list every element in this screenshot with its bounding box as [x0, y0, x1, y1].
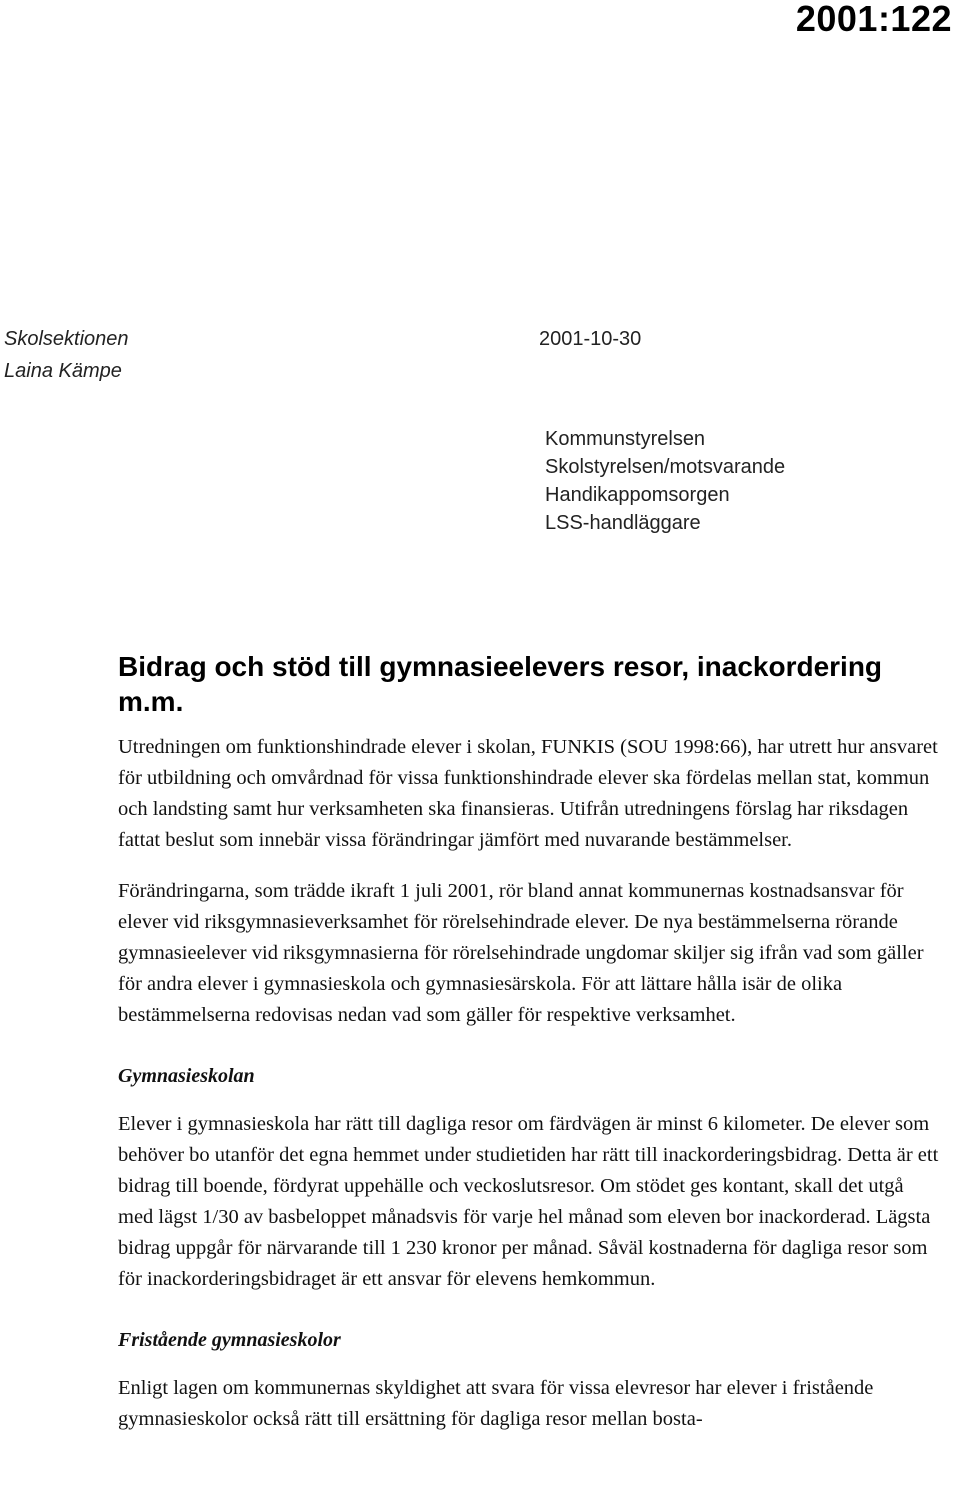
sender-department: Skolsektionen [4, 328, 129, 350]
document-number: 2001:122 [795, 0, 952, 39]
recipient-item: Handikappomsorgen [545, 484, 730, 506]
body-paragraph: Utredningen om funktionshindrade elever i skolan, FUNKIS (SOU 1998:66), har utrett hur ansvaret för utbildning och omvårdnad för vissa funktionshindrade elever ska fördelas mellan stat, kommun och landsting samt hur verksamheten ska finansieras. Utifrån utredningens förslag har riksdagen fattat beslut som innebär vissa förändringar jämfört med nuvarande bestämmelser. [118, 736, 938, 851]
sender-block [4, 323, 129, 387]
section-heading: Gymnasieskolan [118, 1065, 255, 1087]
recipient-item: Skolstyrelsen/motsvarande [545, 456, 786, 478]
sender-name: Laina Kämpe [4, 360, 122, 382]
document-body [118, 732, 940, 1435]
section-heading: Fristående gymnasieskolor [118, 1329, 341, 1351]
body-paragraph: Förändringarna, som trädde ikraft 1 juli 2001, rör bland annat kommunernas kostnadsansvar för elever vid riksgymnasieverksamhet för rörelsehindrade elever. De nya bestämmelserna rörande gymnasieelever vid riksgymnasierna för rörelsehindrade ungdomar skiljer sig ifrån vad som gäller för andra elever i gymnasieskola och gymnasiesärskola. För att lättare hålla isär de olika bestämmelserna redovisas nedan vad som gäller för respektive verksamhet. [118, 880, 924, 1026]
section-paragraph: Enligt lagen om kommunernas skyldighet att svara för vissa elevresor har elever i fristående gymnasieskolor också rätt till ersättning för dagliga resor mellan bosta- [118, 1377, 874, 1430]
recipient-item: LSS-handläggare [545, 512, 701, 534]
recipient-item: Kommunstyrelsen [545, 428, 706, 450]
recipient-list [545, 425, 785, 537]
section-paragraph: Elever i gymnasieskola har rätt till dagliga resor om färdvägen är minst 6 kilometer. De elever som behöver bo utanför det egna hemmet under studietiden har rätt till inackorderingsbidrag. Detta är ett bidrag till boende, fördyrat uppehälle och veckoslutsresor. Om stödet ges kontant, skall det utgå med lägst 1/30 av basbeloppet månadsvis för varje hel månad som eleven bor inackorderad. Lägsta bidrag uppgår för närvarande till 1 230 kronor per månad. Såväl kostnaderna för dagliga resor som för inackorderingsbidraget är ett ansvar för elevens hemkommun. [118, 1113, 939, 1290]
letter-date: 2001-10-30 [539, 328, 642, 350]
document-title: Bidrag och stöd till gymnasieelevers resor, inackordering m.m. [118, 651, 883, 717]
